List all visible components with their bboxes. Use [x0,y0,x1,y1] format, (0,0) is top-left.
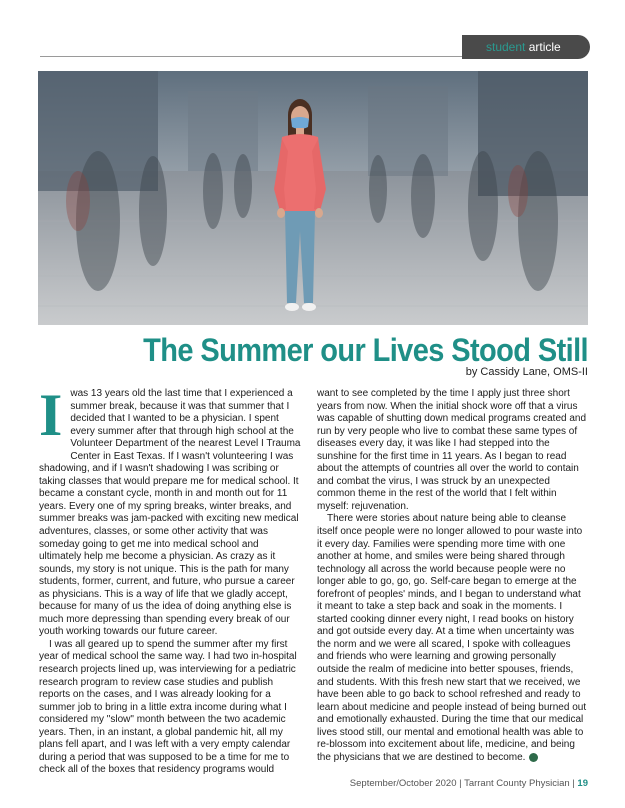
article-paragraph: I was all geared up to spend the summer after my first year of medical school the same way. I had two in-hospital research projects lined up, was interviewing for a pediatric research program to review case studies and publish reports on the cases, and I was already looking for a summer job to bring in a little extra income during what I considered my "slow" month between the two academic years. Then, in an instant, a global pandemic hit, all my plans fell apart, and I was left with a very empty calendar during a period that was supposed to be a time for me to check all of the boxes that residency programs would [39,638,297,776]
article-byline: by Cassidy Lane, OMS-II [465,366,588,378]
article-column-right [317,388,587,764]
footer-separator: | [459,778,462,789]
article-title: The Summer our Lives Stood Still [143,333,588,369]
footer-issue: September/October 2020 [349,778,457,789]
photo-woman-wearing-mask-icon [38,71,588,325]
end-mark-icon [529,753,538,762]
article-paragraph [317,513,587,764]
page-footer [350,778,588,789]
section-label [462,35,590,59]
article-column-left [39,382,303,777]
article-paragraph-text: was 13 years old the last time that I experienced a summer break, because it was that summer that I decided that I wanted to be a physician. I spent every summer after that through high school at the Volunteer Department of the nearest Level I Trauma Center in East Texas. If I wasn't volunteering I was shadowing, and if I wasn't shadowing I was scribing or taking classes that would prepare me for medical school. It became a constant cycle, month in and month out for 11 years. Every one of my spring breaks, winter breaks, and summer breaks was jam-packed with exciting new medical adventures, classes, or some other activity that was someday going to get me into medical school and ultimately help me become a physician. As crazy as it sounds, my story is not unique. This is the path for many students, former, current, and future, who pursue a career as physicians. This is a way of life that we gladly accept, because for many of us the idea of doing anything else is much more depressing than spending every break of our youth working towards our future career. [39,388,301,638]
article-paragraph: want to see completed by the time I apply just three short years from now. When the initial shock wore off that a virus was capable of shutting down medical programs created and run by very people who live to combat these same types of diseases every day, it was like I had stepped into the sunshine for the first time in 11 years. As I began to read about the attempts of countries all over the world to contain and combat the virus, I was struck by an unexpected common theme in the rest of the world that I felt within myself: rejuvenation. [317,388,587,512]
page-number: 19 [577,778,588,789]
footer-separator: | [572,778,575,789]
article-paragraph [39,382,303,639]
footer-publication: Tarrant County Physician [464,778,570,789]
section-label-word-2: article [528,40,561,54]
section-label-word-1: student [486,40,526,54]
drop-cap: I [39,382,63,448]
hero-photo [38,71,588,325]
article-paragraph-text: There were stories about nature being able to cleanse itself once people were no longer allowed to pour waste into it every day. Families were spending more time with one another at home, and smiles were being shared through technology all across the world because people were no longer able to go, go, go. Self-care began to emerge at the forefront of peoples' minds, and I began to understand what it meant to take a step back and soak in the moments. I started cooking dinner every night, I read books on history and got outside every day. At a time when uncertainty was the norm and we were all scared, I spoke with colleagues and friends who were learning and growing personally outside the realm of medicine into better spouses, friends, and students. With this fresh new start that we received, we have been able to go back to school refreshed and ready to learn about medicine and people instead of being burned out and emotionally exhausted. During the time that our medical lives stood still, our mental and emotional health was able to re-blossom into excitement about life, medicine, and being the physicians that we are destined to become. [317,513,587,763]
header-rule [40,56,490,57]
